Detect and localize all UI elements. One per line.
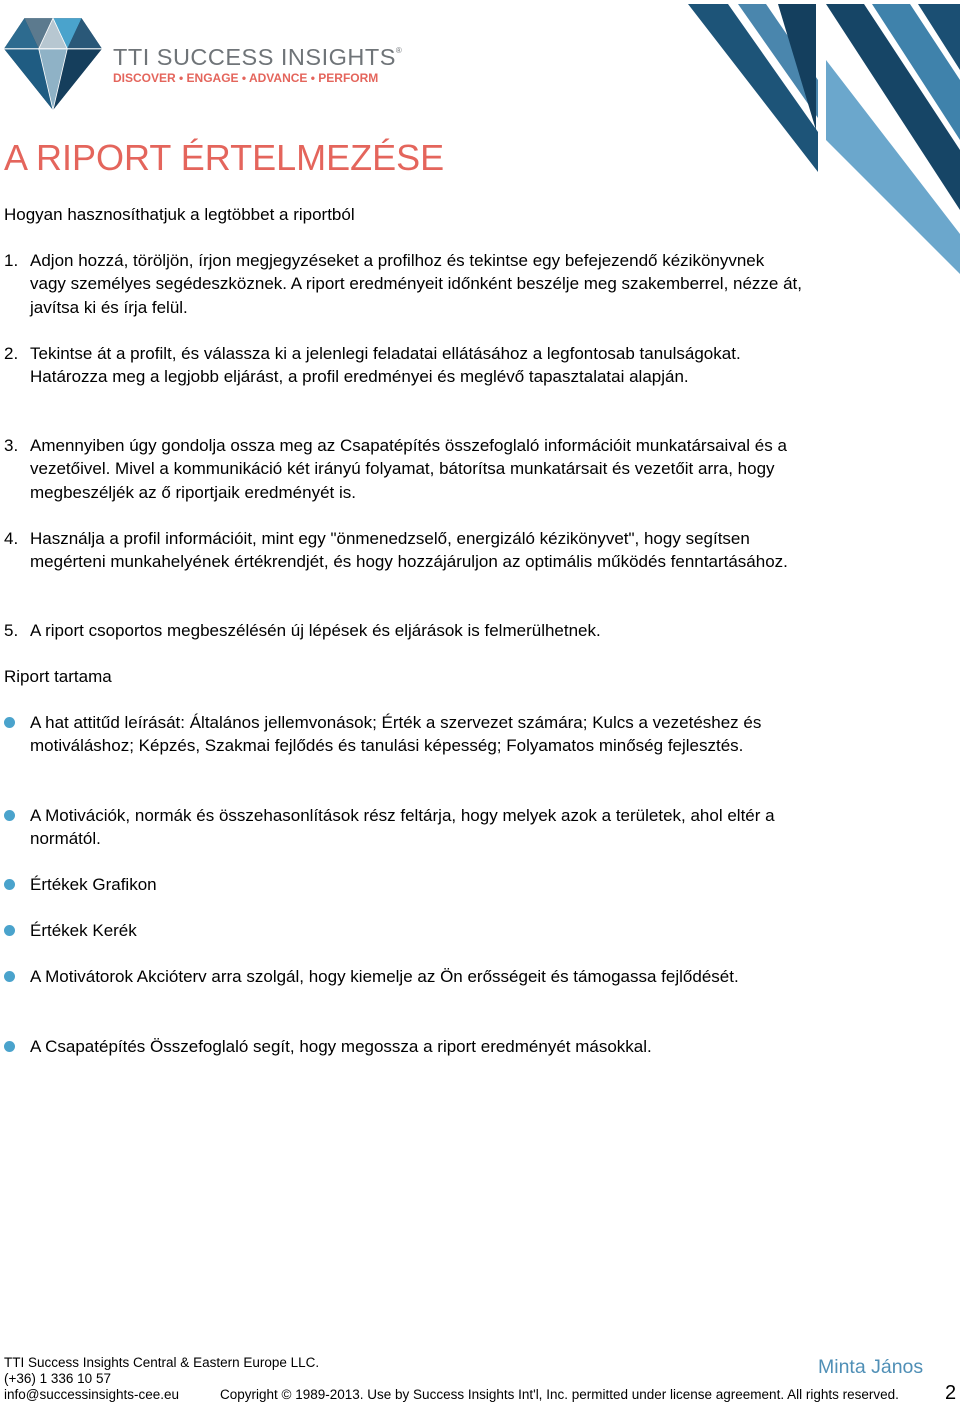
numbered-item-3 [4,434,804,504]
registered-mark: ® [395,46,403,55]
section-title: Riport tartama [4,667,112,686]
bullet-dot-icon [4,717,15,728]
item-text: Adjon hozzá, töröljön, írjon megjegyzéseket a profilhoz és tekintse egy befejezendő kézikönyvnek vagy személyes segédeszköznek. A riport eredményeit időnként beszélje meg szakemberrel, nézze át, javítsa ki és írja felül. [30,251,803,317]
item-number: 3. [4,436,19,455]
bullet-item [4,873,824,896]
page-title: A RIPORT ÉRTELMEZÉSE [4,137,445,178]
bullet-dot-icon [4,971,15,982]
item-text: Használja a profil információit, mint egy "önmenedzselő, energizáló kézikönyvet", hogy segítsen megérteni munkahelyének értékrendjét, és hogy hozzájáruljon az optimális működés fenntartásához. [30,529,788,572]
brand-tagline: DISCOVER • ENGAGE • ADVANCE • PERFORM [113,71,379,85]
numbered-item-2 [4,342,804,389]
numbered-item-5 [4,619,804,642]
footer-email: info@successinsights-cee.eu [4,1387,180,1402]
respondent-name: Minta János [818,1356,924,1378]
bullet-dot-icon [4,810,15,821]
bullet-item [4,1035,824,1058]
bullet-text: A Csapatépítés Összefoglaló segít, hogy megossza a riport eredményét másokkal. [30,1037,652,1056]
intro-text: Hogyan hasznosíthatjuk a legtöbbet a riportból [4,205,355,224]
bullet-text: Értékek Grafikon [30,875,157,894]
item-text: A riport csoportos megbeszélésén új lépések és eljárások is felmerülhetnek. [30,621,601,640]
bullet-dot-icon [4,879,15,890]
brand-name: TTI SUCCESS INSIGHTS® [113,44,403,70]
diamond-logo-icon [2,8,104,110]
bullet-item [4,965,824,988]
item-number: 4. [4,529,19,548]
item-number: 1. [4,251,19,270]
numbered-item-4 [4,527,804,574]
footer-company: TTI Success Insights Central & Eastern Europe LLC. [4,1355,320,1370]
bullet-dot-icon [4,1041,15,1052]
bullet-text: A hat attitűd leírását: Általános jellemvonások; Érték a szervezet számára; Kulcs a vezetéshez és motiváláshoz; Képzés, Szakmai fejlődés és tanulási képesség; Folyamatos minőség fejlesztés. [30,713,762,756]
bullet-item [4,804,824,851]
numbered-item-1 [4,249,804,319]
brand-logo [0,0,403,115]
bullet-item [4,711,824,758]
bullet-text: Értékek Kerék [30,921,137,940]
item-number: 5. [4,621,19,640]
item-text: Tekintse át a profilt, és válassza ki a jelenlegi feladatai ellátásához a legfontosab tanulságokat. Határozza meg a legjobb eljárást, a profil eredményei és meglévő tapasztalatai alapján. [30,344,741,387]
bullet-dot-icon [4,925,15,936]
footer-copyright: Copyright © 1989-2013. Use by Success Insights Int'l, Inc. permitted under license agreement. All rights reserved. [220,1387,899,1402]
bullet-text: A Motivátorok Akcióterv arra szolgál, hogy kiemelje az Ön erősségeit és támogassa fejlődését. [30,967,739,986]
bullet-text: A Motivációk, normák és összehasonlítások rész feltárja, hogy melyek azok a területek, ahol eltér a normától. [30,806,775,849]
item-number: 2. [4,344,19,363]
page-number: 2 [945,1382,957,1404]
decorative-stripes [688,0,960,280]
item-text: Amennyiben úgy gondolja ossza meg az Csapatépítés összefoglaló információit munkatársaival és a vezetőivel. Mivel a kommunikáció két irányú folyamat, bátorítsa munkatársait és vezetőit arra, hogy megbeszéljék az ő riportjaik eredményét is. [30,436,787,502]
footer-phone: (+36) 1 336 10 57 [4,1371,111,1386]
bullet-item [4,919,824,942]
